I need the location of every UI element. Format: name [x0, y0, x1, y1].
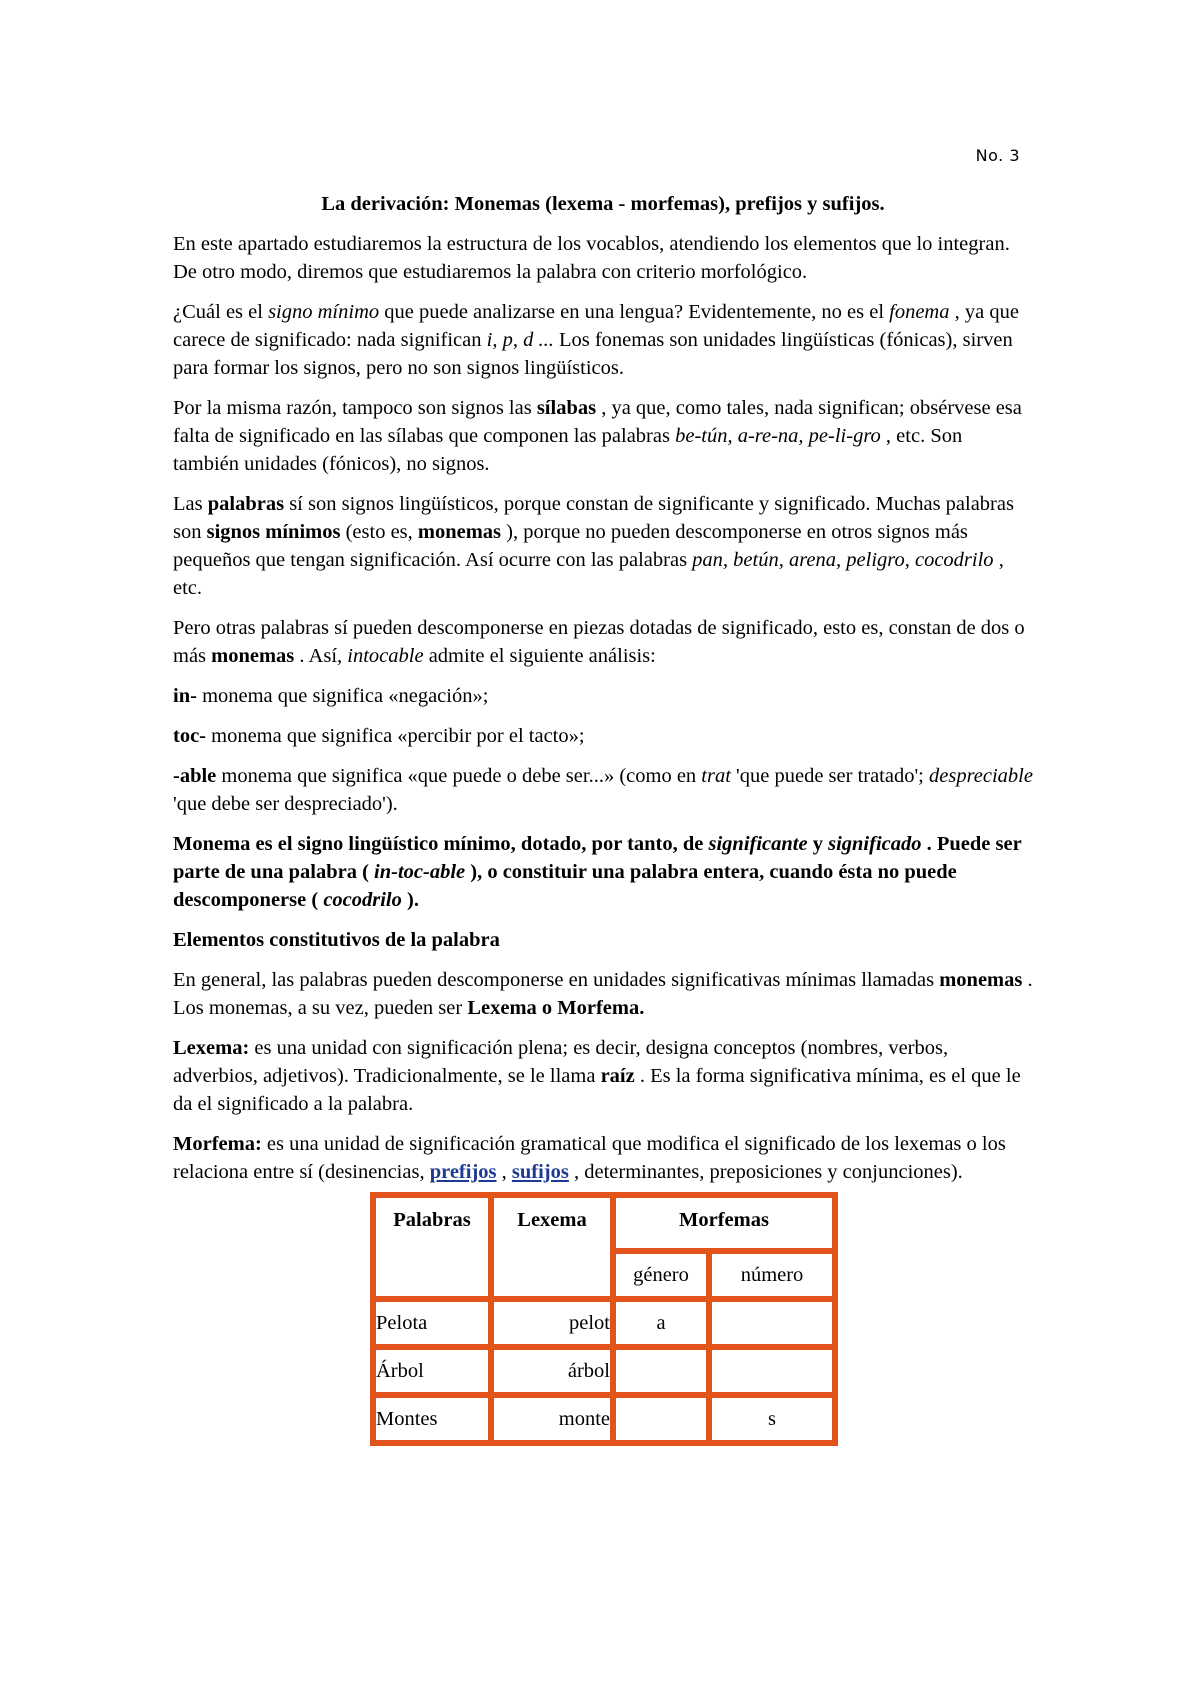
header-lexema: Lexema: [491, 1195, 613, 1299]
cell-lexema: árbol: [491, 1347, 613, 1395]
monema-definition: Monema es el signo lingüístico mínimo, dotado, por tanto, de significante y significado . Puede ser parte de una palabra ( in-toc-able ), o constituir una palabra entera, cuando ésta no puede descomponerse ( cocodrilo ).: [173, 833, 1022, 911]
table-row: [373, 1347, 835, 1395]
paragraph-signo-minimo: ¿Cuál es el signo mínimo que puede analizarse en una lengua? Evidentemente, no es el fonema , ya que carece de significado: nada significan i, p, d ... Los fonemas son unidades lingüísticas (fónicas), sirven para formar los signos, pero no son signos lingüísticos.: [173, 301, 1019, 379]
paragraph-lexema: Lexema: es una unidad con significación plena; es decir, designa conceptos (nombres, verbos, adverbios, adjetivos). Tradicionalmente, se le llama raíz . Es la forma significativa mínima, es el que le da el significado a la palabra.: [173, 1037, 1021, 1115]
cell-lexema: monte: [491, 1395, 613, 1443]
cell-numero: [709, 1299, 835, 1347]
document-body: [173, 190, 1033, 1446]
paragraph-intro: En este apartado estudiaremos la estructura de los vocablos, atendiendo los elementos que lo integran. De otro modo, diremos que estudiaremos la palabra con criterio morfológico.: [173, 233, 1010, 283]
cell-genero: a: [613, 1299, 709, 1347]
cell-genero: [613, 1395, 709, 1443]
link-sufijos[interactable]: sufijos: [511, 1161, 569, 1183]
cell-palabra: Pelota: [373, 1299, 491, 1347]
analysis-in: in- monema que significa «negación»;: [173, 685, 489, 707]
analysis-able: -able monema que significa «que puede o debe ser...» (como en trat 'que puede ser tratado'; despreciable 'que debe ser despreciado').: [173, 765, 1033, 815]
page-number: No. 3: [975, 146, 1020, 165]
morphology-table: [370, 1192, 838, 1446]
header-numero: número: [709, 1251, 835, 1299]
table-row: [373, 1395, 835, 1443]
section-heading: Elementos constitutivos de la palabra: [173, 929, 500, 951]
table-row: [373, 1299, 835, 1347]
cell-numero: s: [709, 1395, 835, 1443]
table-header-row: [373, 1195, 835, 1251]
cell-lexema: pelot: [491, 1299, 613, 1347]
paragraph-descomposicion: Pero otras palabras sí pueden descomponerse en piezas dotadas de significado, esto es, constan de dos o más monemas . Así, intocable admite el siguiente análisis:: [173, 617, 1025, 667]
cell-numero: [709, 1347, 835, 1395]
page-title: La derivación: Monemas (lexema - morfemas), prefijos y sufijos.: [321, 193, 885, 215]
cell-genero: [613, 1347, 709, 1395]
analysis-toc: toc- monema que significa «percibir por el tacto»;: [173, 725, 585, 747]
paragraph-monemas-general: En general, las palabras pueden descomponerse en unidades significativas mínimas llamadas monemas . Los monemas, a su vez, pueden ser Lexema o Morfema.: [173, 969, 1033, 1019]
header-palabras: Palabras: [373, 1195, 491, 1299]
paragraph-palabras: Las palabras sí son signos lingüísticos, porque constan de significante y significado. Muchas palabras son signos mínimos (esto es, monemas ), porque no pueden descomponerse en otros signos más pequeños que tengan significación. Así ocurre con las palabras pan, betún, arena, peligro, cocodrilo , etc.: [173, 493, 1014, 599]
paragraph-morfema: Morfema: es una unidad de significación gramatical que modifica el significado de los lexemas o los relaciona entre sí (desinencias, prefijos , sufijos , determinantes, preposiciones y conjunciones).: [173, 1133, 1006, 1183]
header-genero: género: [613, 1251, 709, 1299]
paragraph-silabas: Por la misma razón, tampoco son signos las sílabas , ya que, como tales, nada significan; obsérvese esa falta de significado en las sílabas que componen las palabras be-tún, a-re-na, pe-li-gro , etc. Son también unidades (fónicos), no signos.: [173, 397, 1022, 475]
cell-palabra: Montes: [373, 1395, 491, 1443]
cell-palabra: Árbol: [373, 1347, 491, 1395]
header-morfemas: Morfemas: [613, 1195, 835, 1251]
link-prefijos[interactable]: prefijos: [429, 1161, 497, 1183]
